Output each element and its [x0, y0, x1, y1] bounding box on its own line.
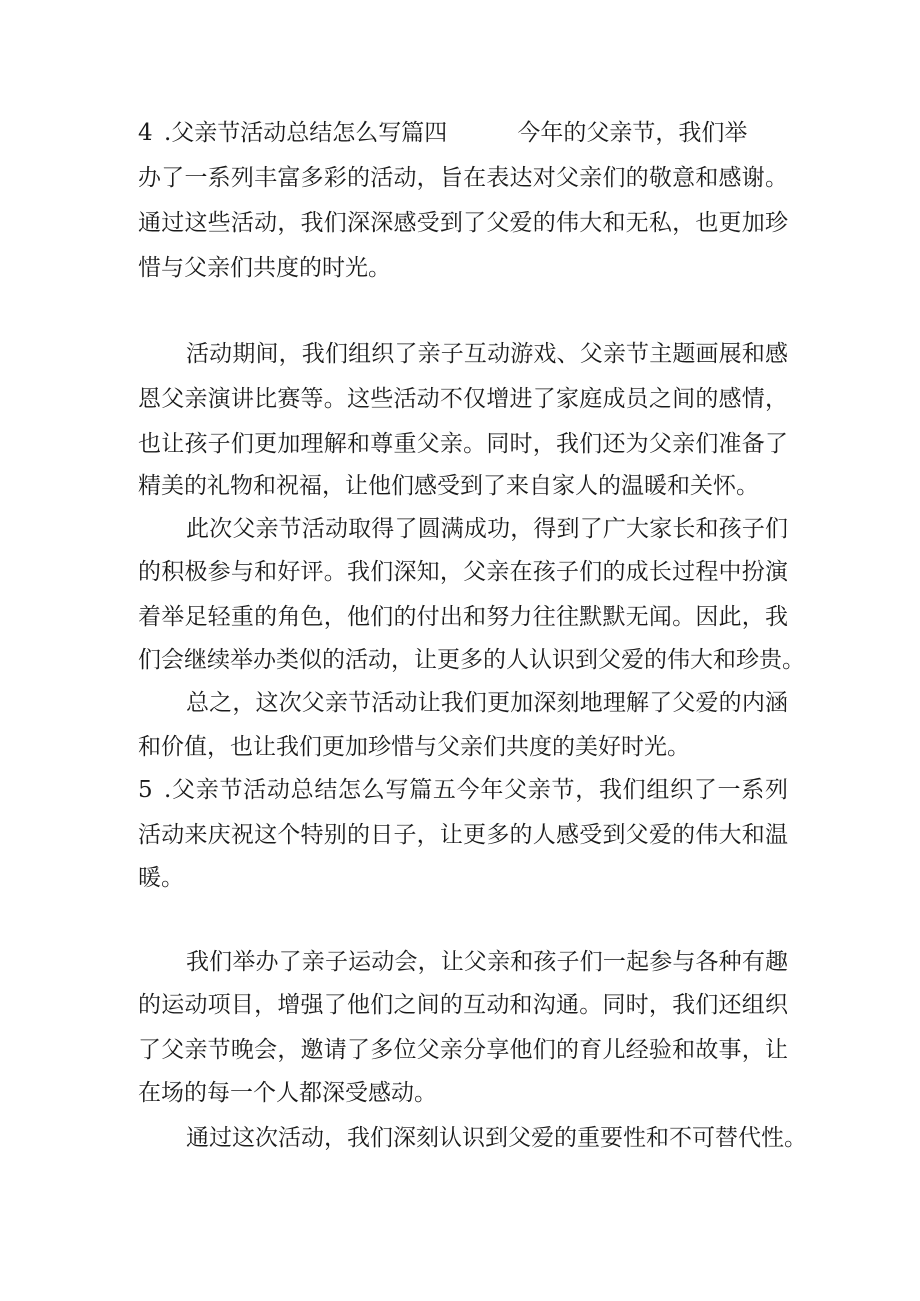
section-4-heading: [138, 113, 788, 153]
section-5-number: 5: [138, 777, 153, 803]
text-line: 活动来庆祝这个特别的日子，让更多的人感受到父爱的伟大和温: [138, 822, 788, 848]
text-line: 在场的每一个人都深受感动。: [138, 1080, 437, 1106]
text-line: 们会继续举办类似的活动，让更多的人认识到父爱的伟大和珍贵。: [138, 647, 805, 673]
text-line: 此次父亲节活动取得了圆满成功，得到了广大家长和孩子们: [186, 516, 788, 542]
text-line: 着举足轻重的角色，他们的付出和努力往往默默无闻。因此，我: [138, 604, 788, 630]
section-4-lead: 今年的父亲节，我们举: [517, 120, 748, 146]
section-5-heading: [138, 770, 788, 810]
section-5-title: .父亲节活动总结怎么写篇五今年父亲节，我们组织了一系列: [164, 777, 788, 803]
text-line: 办了一系列丰富多彩的活动，旨在表达对父亲们的敬意和感谢。: [138, 165, 788, 191]
section-4-title: .父亲节活动总结怎么写篇四: [164, 120, 448, 146]
text-line: 和价值，也让我们更加珍惜与父亲们共度的美好时光。: [138, 734, 690, 760]
section-4-number: 4: [138, 120, 153, 146]
text-line: 惜与父亲们共度的时光。: [138, 255, 391, 281]
text-line: 总之，这次父亲节活动让我们更加深刻地理解了父爱的内涵: [186, 690, 788, 716]
text-line: 暖。: [138, 865, 184, 891]
text-line: 的积极参与和好评。我们深知，父亲在孩子们的成长过程中扮演: [138, 559, 788, 585]
text-line: 恩父亲演讲比赛等。这些活动不仅增进了家庭成员之间的感情，: [138, 386, 788, 412]
text-line: 的运动项目，增强了他们之间的互动和沟通。同时，我们还组织: [138, 992, 788, 1018]
text-line: 我们举办了亲子运动会，让父亲和孩子们一起参与各种有趣: [186, 949, 788, 975]
text-line: 活动期间，我们组织了亲子互动游戏、父亲节主题画展和感: [186, 341, 788, 367]
text-line: 通过这些活动，我们深深感受到了父爱的伟大和无私，也更加珍: [138, 210, 788, 236]
text-line: 也让孩子们更加理解和尊重父亲。同时，我们还为父亲们准备了: [138, 431, 788, 457]
text-line: 通过这次活动，我们深刻认识到父爱的重要性和不可替代性。: [186, 1125, 807, 1151]
text-line: 精美的礼物和祝福，让他们感受到了来自家人的温暖和关怀。: [138, 473, 759, 499]
text-line: 了父亲节晚会，邀请了多位父亲分享他们的育儿经验和故事，让: [138, 1037, 788, 1063]
